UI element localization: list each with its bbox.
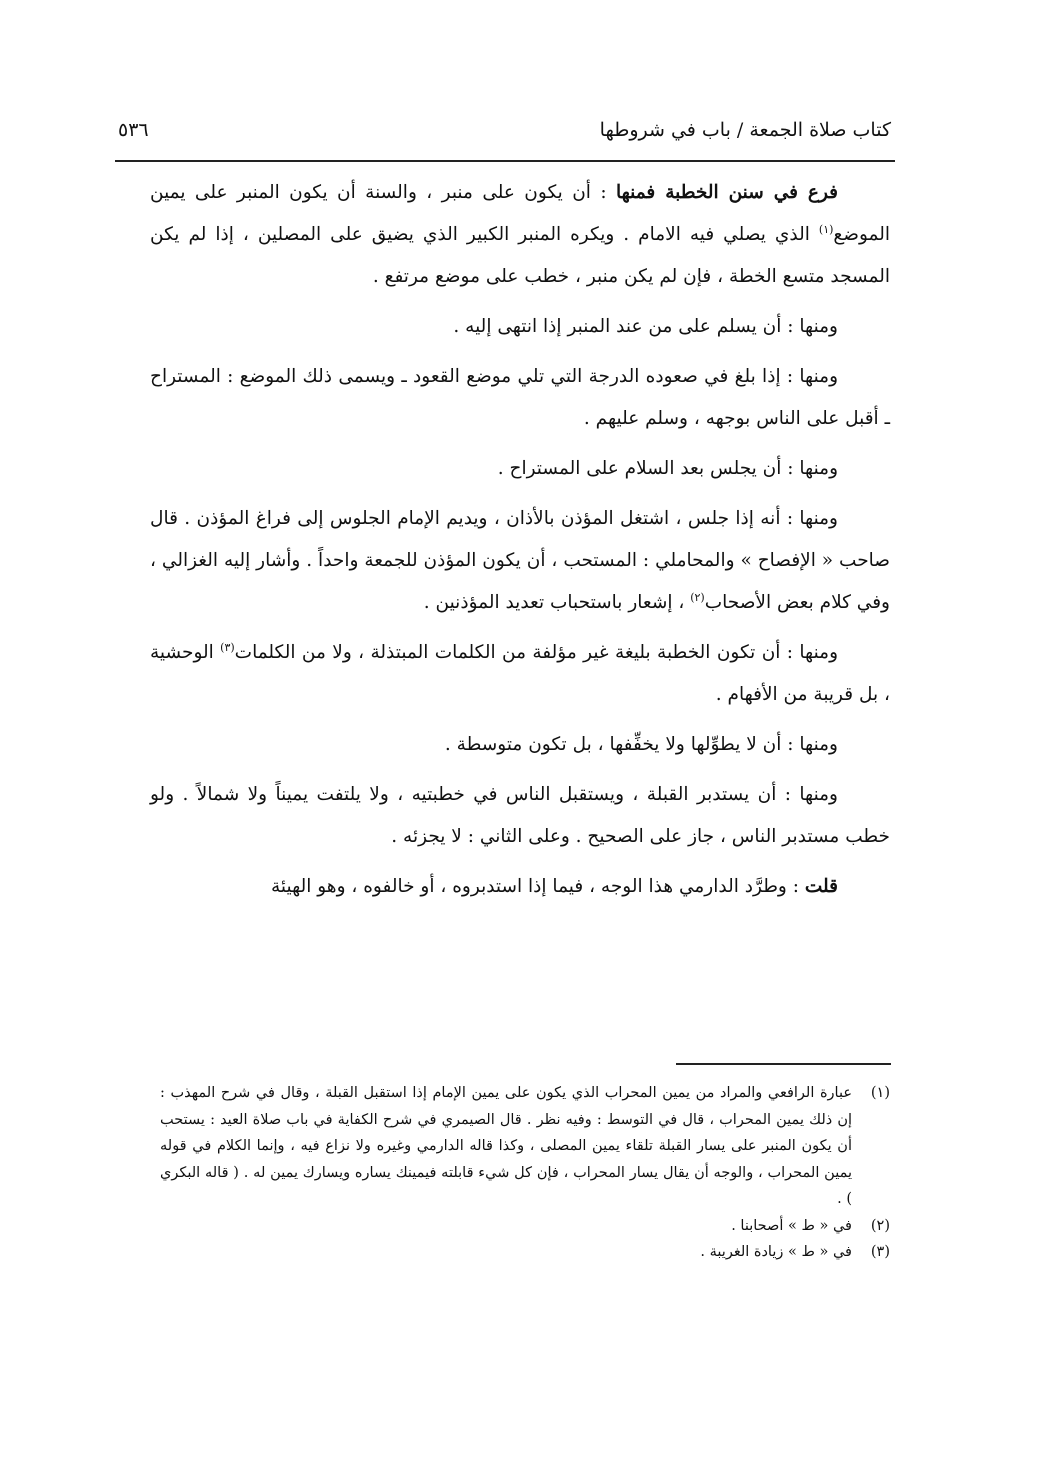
footnote [160, 1239, 890, 1266]
paragraph: ومنها : أن يجلس بعد السلام على المستراح . [497, 458, 838, 479]
paragraph: ومنها : أن تكون الخطبة بليغة غير مؤلفة من الكلمات المبتذلة ، ولا من الكلمات$^{(٣)}$ الوحشية ، بل قريبة من الأفهام . [150, 640, 890, 705]
footnote-text: عبارة الرافعي والمراد من يمين المحراب الذي يكون على يمين الإمام إذا استقبل القبلة ، وقال في شرح المهذب : إن ذلك يمين المحراب ، قال في التوسط : وفيه نظر . قال الصيمري في شرح الكفاية في باب صلاة العيد : يستحب أن يكون المنبر على يسار القبلة تلقاء يمين المصلى ، وكذا قاله الدارمي وغيره ولا نزاع فيه ، وإنما الكلام في قوله يمين المحراب ، والوجه أن يقال يسار المحراب ، فإن كل شيء قابلته فيمينك يساره ويسارك يمين له . ( قاله البكري ) . [160, 1085, 852, 1207]
header-rule [115, 160, 895, 162]
qultu-heading: قلت [804, 876, 838, 897]
paragraph: ومنها : إذا بلغ في صعوده الدرجة التي تلي موضع القعود ـ ويسمى ذلك الموضع : المستراح ـ أقبل على الناس بوجهه ، وسلم عليهم . [150, 366, 890, 429]
paragraph: قلت : وطرَّد الدارمي هذا الوجه ، فيما إذا استدبروه ، أو خالفوه ، وهو الهيئة [270, 876, 838, 897]
footnote-rule [676, 1063, 891, 1065]
footnote-ref[interactable]: (١) [818, 222, 834, 236]
paragraph: ومنها : أن لا يطوِّلها ولا يخفِّفها ، بل تكون متوسطة . [444, 734, 838, 755]
footnote [160, 1213, 890, 1240]
footnotes [160, 1080, 890, 1266]
running-title: كتاب صلاة الجمعة / باب في شروطها [599, 119, 891, 141]
paragraph: ومنها : أنه إذا جلس ، اشتغل المؤذن بالأذان ، ويديم الإمام الجلوس إلى فراغ المؤذن . قال صاحب « الإفصاح » والمحاملي : المستحب ، أن يكون المؤذن للجمعة واحداً . وأشار إليه الغزالي ، وفي كلام بعض الأصحاب$^{(٢)}$ ، إشعار باستحباب تعديد المؤذنين . [150, 508, 890, 613]
footnote [160, 1080, 890, 1213]
paragraph: ومنها : أن يستدبر القبلة ، ويستقبل الناس في خطبتيه ، ولا يلتفت يميناً ولا شمالاً . ولو خطب مستدبر الناس ، جاز على الصحيح . وعلى الثاني : لا يجزئه . [150, 784, 890, 847]
footnote-number: (١) [870, 1085, 890, 1101]
main-text [150, 172, 890, 916]
footnote-text: في « ط » أصحابنا . [731, 1217, 852, 1234]
footnote-text: في « ط » زيادة الغريبة . [700, 1244, 852, 1260]
footnote-number: (٣) [870, 1244, 890, 1260]
running-header [118, 108, 891, 152]
footnote-ref[interactable]: (٢) [690, 590, 705, 604]
section-heading: فرع في سنن الخطبة فمنها [615, 182, 838, 203]
paragraph: ومنها : أن يسلم على من عند المنبر إذا انتهى إليه . [453, 316, 838, 337]
page-number: ٥٣٦ [118, 119, 149, 141]
footnote-ref[interactable]: (٣) [220, 640, 235, 654]
paragraph: فرع في سنن الخطبة فمنها : أن يكون على منبر ، والسنة أن يكون المنبر على يمين الموضع$^{(١)}$ الذي يصلي فيه الامام . ويكره المنبر الكبير الذي يضيق على المصلين ، إذا لم يكن المسجد متسع الخطة ، فإن لم يكن منبر ، خطب على موضع مرتفع . [150, 182, 890, 287]
footnote-number: (٢) [870, 1217, 890, 1234]
